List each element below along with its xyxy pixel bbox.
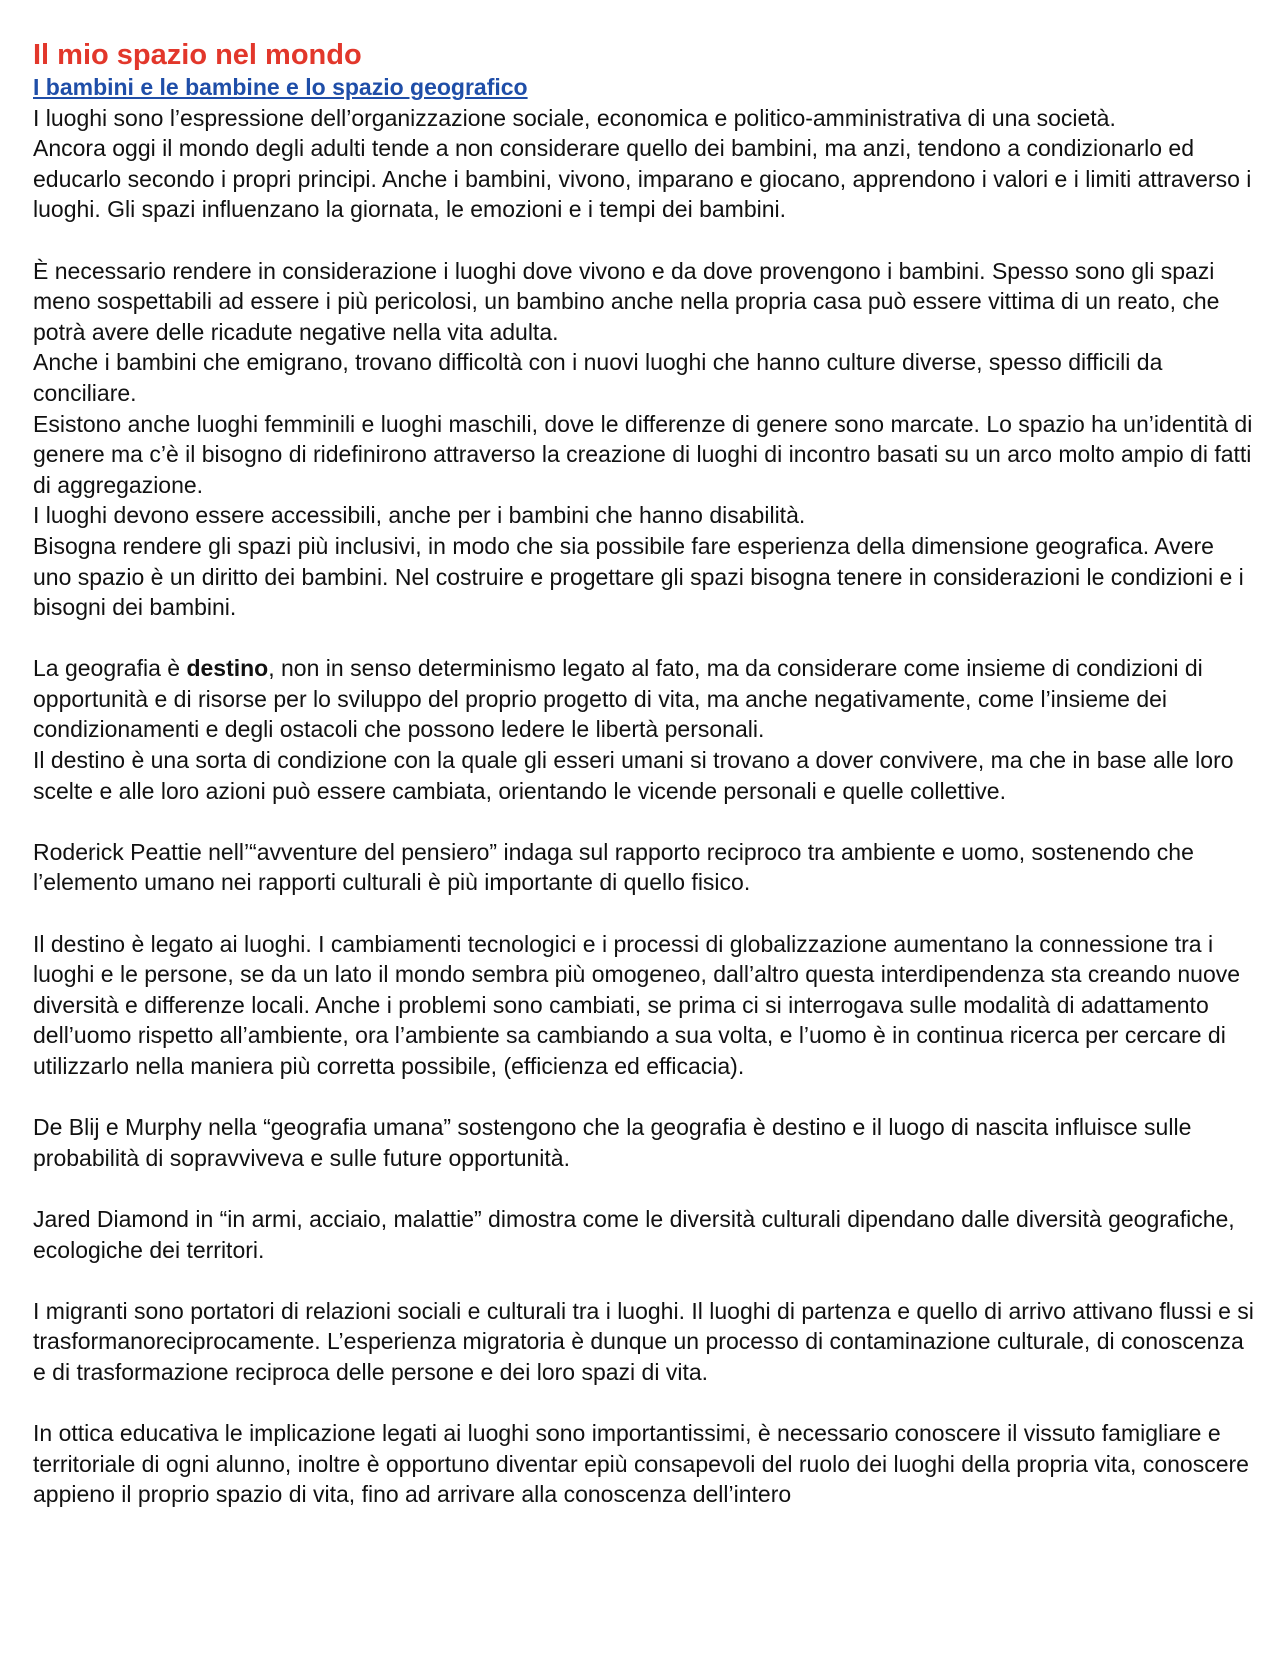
document-page xyxy=(33,38,1255,1510)
paragraph-1: I luoghi sono l’espressione dell’organizzazione sociale, economica e politico-amministrativa di una società. xyxy=(33,104,1116,131)
page-title: Il mio spazio nel mondo xyxy=(33,39,362,71)
paragraph-gap xyxy=(33,1388,1255,1419)
paragraph-11: Il destino è legato ai luoghi. I cambiamenti tecnologici e i processi di globalizzazione aumentano la connessione tra i luoghi e le persone, se da un lato il mondo sembra più omogeneo, dall’altro questa interdipendenza sta creando nuove diversità e differenze locali. Anche i problemi sono cambiati, se prima ci si interrogava sulle modalità di adattamento dell’uomo rispetto all’ambiente, ora l’ambiente sa cambiando a sua volta, e l’uomo è in continua ricerca per cercare di utilizzarlo nella maniera più corretta possibile, (efficienza ed efficacia). xyxy=(33,930,1241,1079)
paragraph-5: Esistono anche luoghi femminili e luoghi maschili, dove le differenze di genere sono marcate. Lo spazio ha un’identità di genere ma c’è il bisogno di ridefinirono attraverso la creazione di luoghi di incontro basati su un arco molto ampio di fatti di aggregazione. xyxy=(33,410,1253,498)
paragraph-gap xyxy=(33,1265,1255,1296)
paragraph-gap xyxy=(33,1173,1255,1204)
paragraph-14: I migranti sono portatori di relazioni sociali e culturali tra i luoghi. Il luoghi di partenza e quello di arrivo attivano flussi e si trasformanoreciprocamente. L’esperienza migratoria è dunque un processo di contaminazione culturale, di conoscenza e di trasformazione reciproca delle persone e dei loro spazi di vita. xyxy=(33,1297,1254,1385)
paragraph-gap xyxy=(33,898,1255,929)
paragraph-2: Ancora oggi il mondo degli adulti tende a non considerare quello dei bambini, ma anzi, tendono a condizionarlo ed educarlo secondo i propri principi. Anche i bambini, vivono, imparano e giocano, apprendono i valori e i limiti attraverso i luoghi. Gli spazi influenzano la giornata, le emozioni e i tempi dei bambini. xyxy=(33,135,1252,223)
paragraph-9: Il destino è una sorta di condizione con la quale gli esseri umani si trovano a dover convivere, ma che in base alle loro scelte e alle loro azioni può essere cambiata, orientando le vicende personali e quelle collettive. xyxy=(33,747,1234,804)
paragraph-12: De Blij e Murphy nella “geografia umana” sostengono che la geografia è destino e il luogo di nascita influisce sulle probabilità di sopravviveva e sulle future opportunità. xyxy=(33,1114,1192,1171)
paragraph-gap xyxy=(33,806,1255,837)
paragraph-3: È necessario rendere in considerazione i luoghi dove vivono e da dove provengono i bambini. Spesso sono gli spazi meno sospettabili ad essere i più pericolosi, un bambino anche nella propria casa può essere vittima di un reato, che potrà avere delle ricadute negative nella vita adulta. xyxy=(33,257,1220,345)
paragraph-8-end: , non in senso determinismo legato al fato, ma da considerare come insieme di condizioni di opportunità e di risorse per lo sviluppo del proprio progetto di vita, ma anche negativamente, come l’insieme dei condizionamenti e degli ostacoli che possono ledere le libertà personali. xyxy=(33,655,1203,743)
paragraph-gap xyxy=(33,1082,1255,1113)
paragraph-7: Bisogna rendere gli spazi più inclusivi, in modo che sia possibile fare esperienza della dimensione geografica. Avere uno spazio è un diritto dei bambini. Nel costruire e progettare gli spazi bisogna tenere in considerazioni le condizioni e i bisogni dei bambini. xyxy=(33,532,1244,621)
paragraph-8 xyxy=(33,653,1255,745)
paragraph-4: Anche i bambini che emigrano, trovano difficoltà con i nuovi luoghi che hanno culture diverse, spesso difficili da conciliare. xyxy=(33,349,1163,406)
paragraph-8-start: La geografia è xyxy=(33,655,187,682)
section-heading-link[interactable]: I bambini e le bambine e lo spazio geografico xyxy=(33,74,528,100)
bold-term-destino: destino xyxy=(186,655,269,682)
paragraph-gap xyxy=(33,623,1255,654)
paragraph-15: In ottica educativa le implicazione legati ai luoghi sono importantissimi, è necessario conoscere il vissuto famigliare e territoriale di ogni alunno, inoltre è opportuno diventar epiù consapevoli del ruolo dei luoghi della propria vita, conoscere appieno il proprio spazio di vita, fino ad arrivare alla conoscenza dell’intero xyxy=(33,1420,1249,1508)
paragraph-gap xyxy=(33,225,1255,256)
paragraph-10: Roderick Peattie nell’“avventure del pensiero” indaga sul rapporto reciproco tra ambiente e uomo, sostenendo che l’elemento umano nei rapporti culturali è più importante di quello fisico. xyxy=(33,838,1194,896)
paragraph-6: I luoghi devono essere accessibili, anche per i bambini che hanno disabilità. xyxy=(33,502,806,529)
paragraph-13: Jared Diamond in “in armi, acciaio, malattie” dimostra come le diversità culturali dipendano dalle diversità geografiche, ecologiche dei territori. xyxy=(33,1205,1235,1263)
